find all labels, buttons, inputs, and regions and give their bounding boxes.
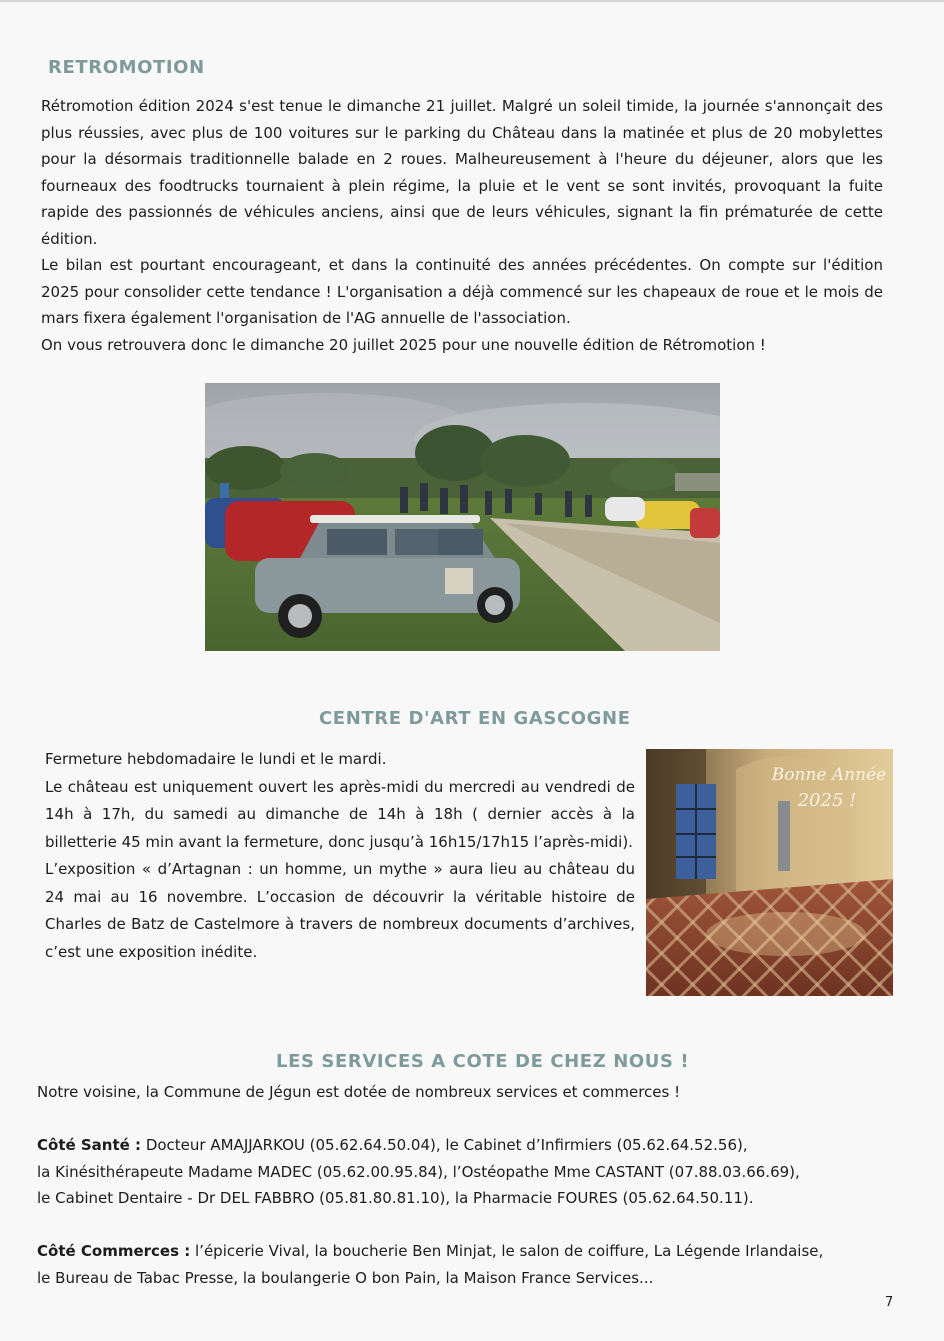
paragraph: L’exposition « d’Artagnan : un homme, un mythe » aura lieu au château du 24 mai au 16 novembre. L’occasion de découvrir la véritable histoire de Charles de Batz de Castelmore à travers de nombreux documents d’archives, c’est une exposition inédite. (45, 860, 635, 961)
section-title-retromotion: RETROMOTION (48, 57, 205, 78)
sante-label: Côté Santé : (37, 1136, 142, 1154)
greeting-text-line1: Bonne Année (771, 765, 887, 785)
greeting-text-line2: 2025 ! (797, 790, 857, 811)
commerces-line-1: Côté Commerces : l’épicerie Vival, la boucherie Ben Minjat, le salon de coiffure, La Légende Irlandaise, (37, 1242, 824, 1260)
retromotion-text (41, 93, 883, 358)
section-title-services: LES SERVICES A COTE DE CHEZ NOUS ! (276, 1051, 690, 1072)
commerces-label: Côté Commerces : (37, 1242, 191, 1260)
sante-line-1: Côté Santé : Docteur AMAJJARKOU (05.62.64.50.04), le Cabinet d’Infirmiers (05.62.64.52.56), (37, 1136, 748, 1154)
commerces-line-2: le Bureau de Tabac Presse, la boulangerie O bon Pain, la Maison France Services... (37, 1268, 654, 1287)
retromotion-cars-photo (205, 383, 720, 651)
paragraph: Le bilan est pourtant encourageant, et dans la continuité des années précédentes. On compte sur l'édition 2025 pour consolider cette tendance ! L'organisation a déjà commencé sur les chapeaux de roue et le mois de mars fixera également l'organisation de l'AG annuelle de l'association. (41, 256, 883, 327)
paragraph: On vous retrouvera donc le dimanche 20 juillet 2025 pour une nouvelle édition de Rétromotion ! (41, 335, 766, 354)
section-title-centre-art: CENTRE D'ART EN GASCOGNE (319, 708, 631, 729)
paragraph: Fermeture hebdomadaire le lundi et le mardi. (45, 750, 387, 768)
paragraph: Rétromotion édition 2024 s'est tenue le dimanche 21 juillet. Malgré un soleil timide, la journée s'annonçait des plus réussies, avec plus de 100 voitures sur le parking du Château dans la matinée et plus de 20 mobylettes pour la désormais traditionnelle balade en 2 roues. Malheureusement à l'heure du déjeuner, alors que les fourneaux des foodtrucks tournaient à plein régime, la pluie et le vent se sont invités, provoquant la fuite rapide des passionnés de véhicules anciens, ainsi que de leurs véhicules, signant la fin prématurée de cette édition. (41, 97, 883, 248)
services-intro: Notre voisine, la Commune de Jégun est dotée de nombreux services et commerces ! (37, 1083, 681, 1101)
top-rule (0, 0, 944, 2)
sante-line-2: la Kinésithérapeute Madame MADEC (05.62.00.95.84), l’Ostéopathe Mme CASTANT (07.88.03.66.69), (37, 1162, 800, 1181)
page-number: 7 (885, 1295, 894, 1310)
sante-line-3: le Cabinet Dentaire - Dr DEL FABBRO (05.81.80.81.10), la Pharmacie FOURES (05.62.64.50.11). (37, 1189, 754, 1207)
services-text (37, 1079, 917, 1291)
paragraph: Le château est uniquement ouvert les après-midi du mercredi au vendredi de 14h à 17h, du samedi au dimanche de 14h à 18h ( dernier accès à la billetterie 45 min avant la fermeture, donc jusqu’à 16h15/17h15 l’après-midi). (45, 777, 635, 851)
chateau-interior-greeting-image (646, 749, 893, 996)
centre-art-text (45, 746, 635, 966)
